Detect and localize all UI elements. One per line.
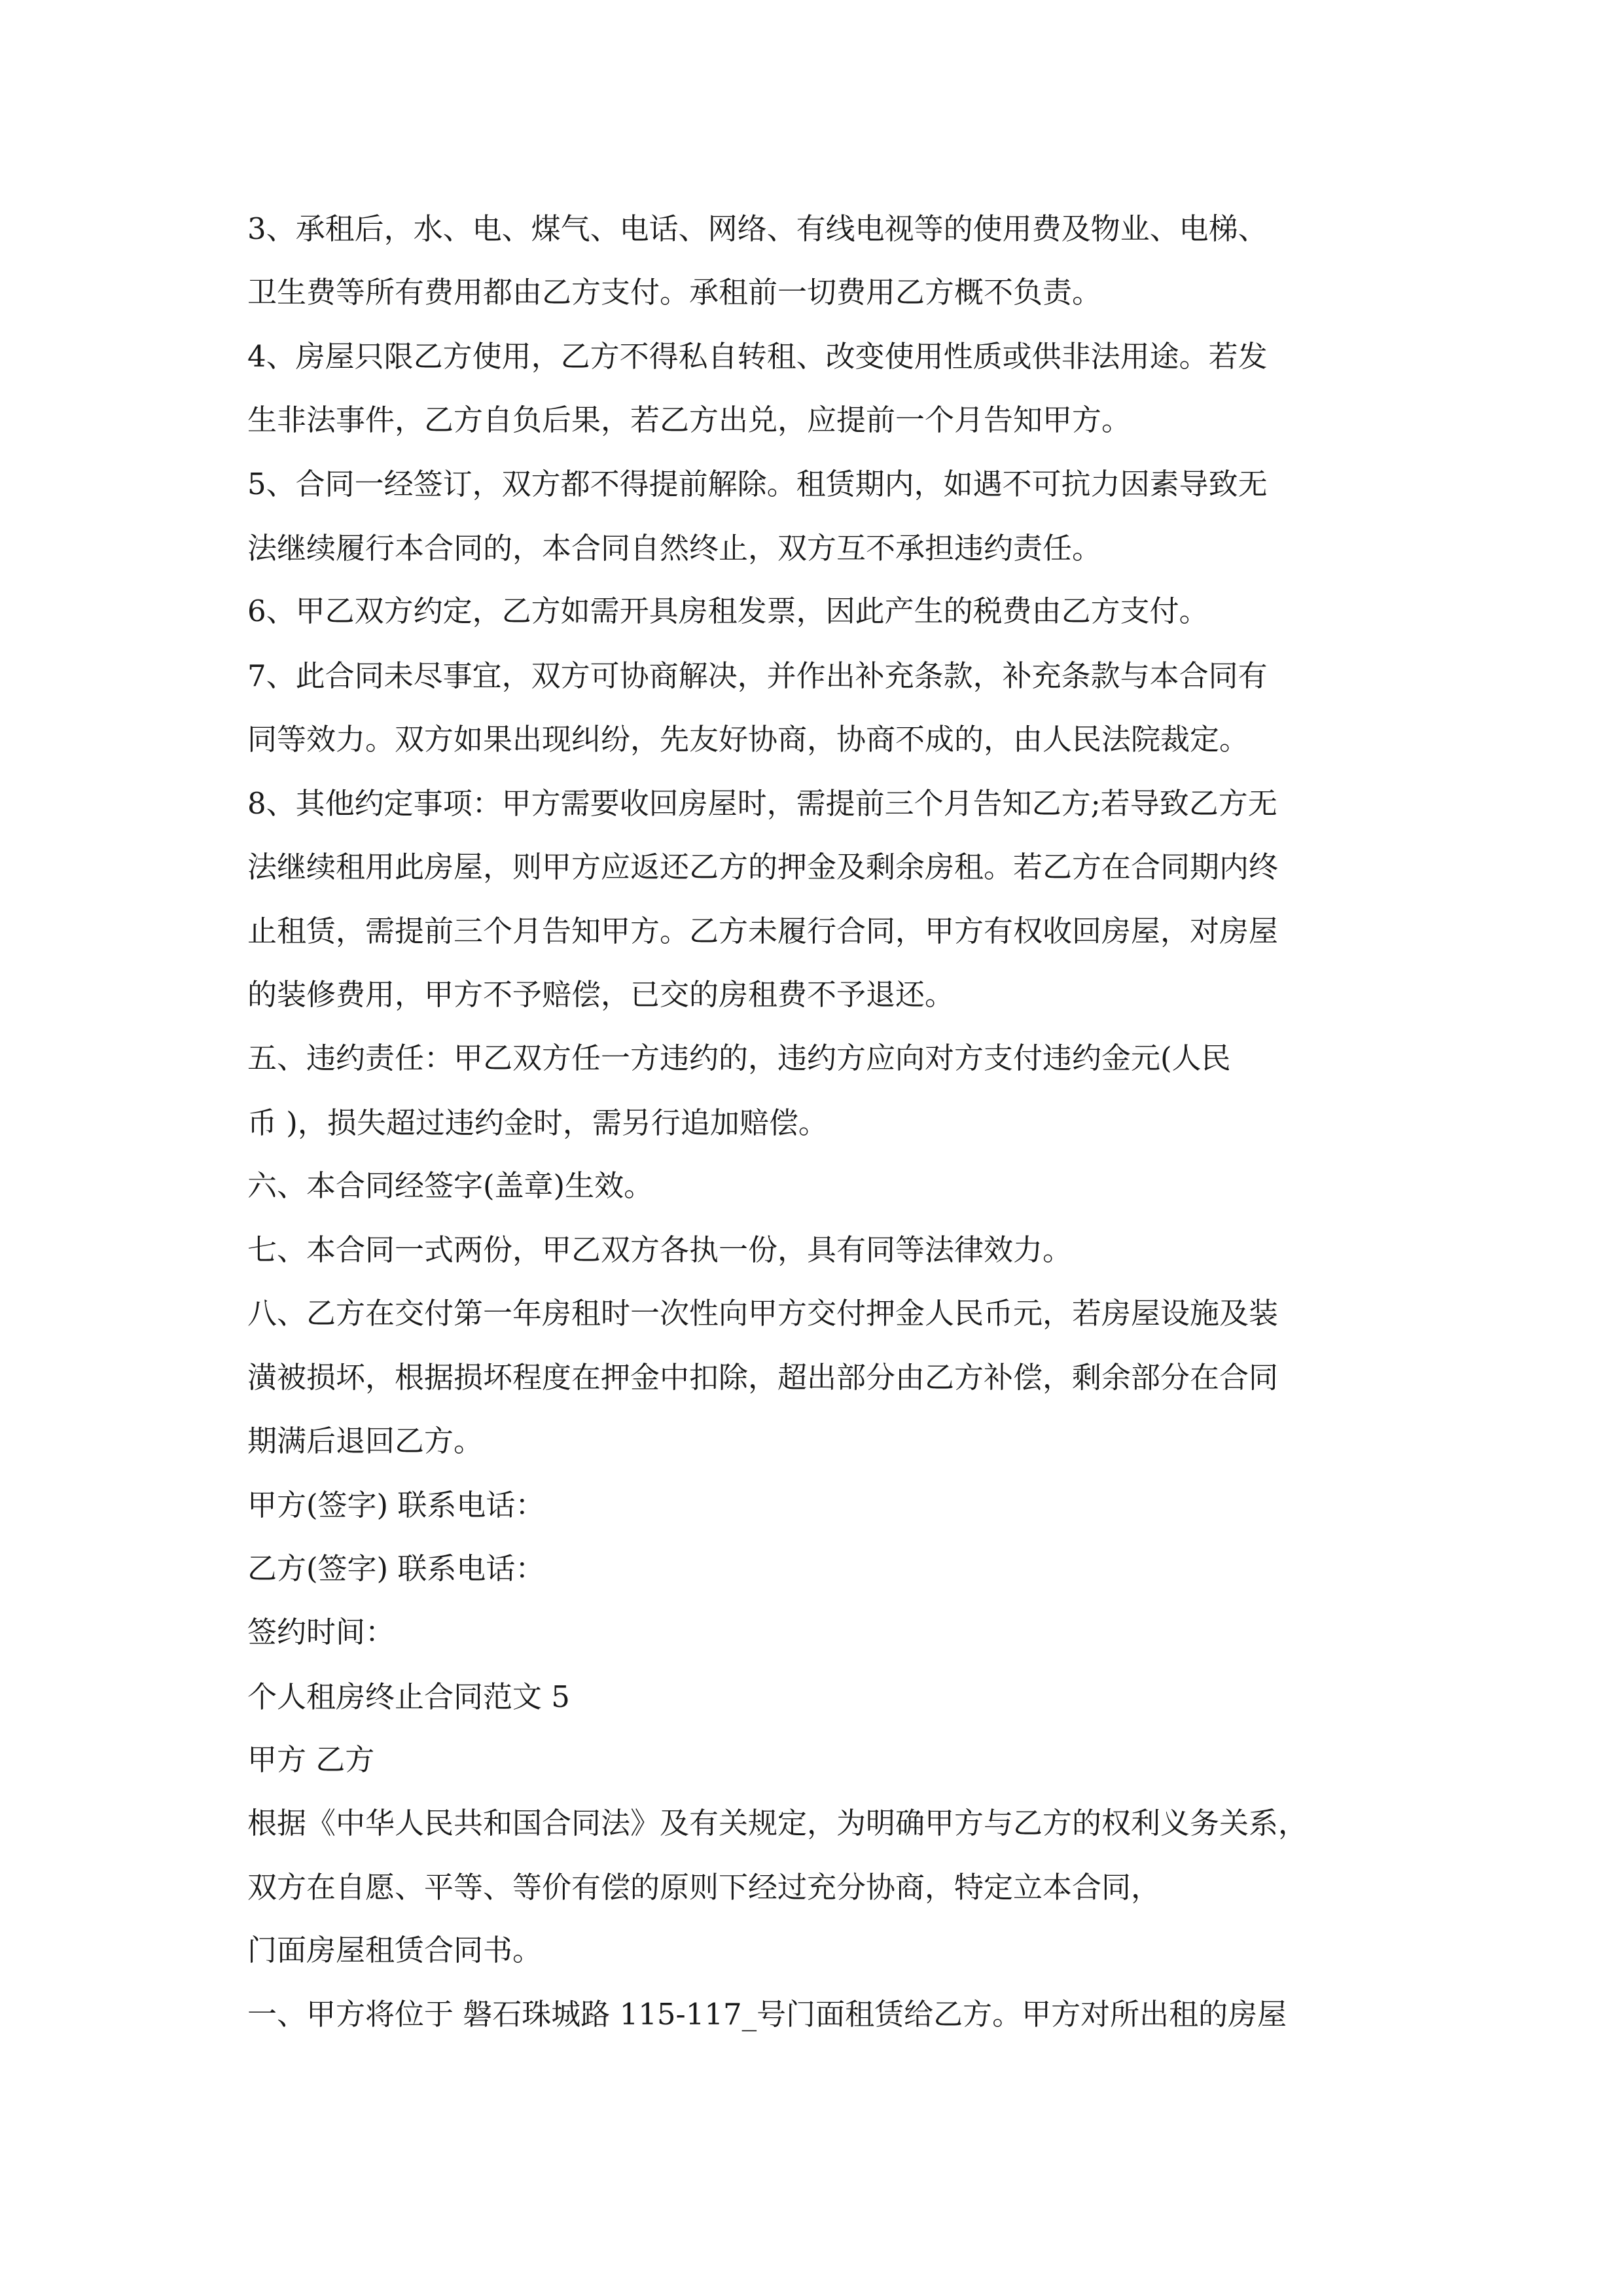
text-line: 4、房屋只限乙方使用，乙方不得私自转租、改变使用性质或供非法用途。若发 (247, 339, 1268, 374)
text-line: 个人租房终止合同范文 5 (247, 1679, 570, 1714)
text-line: 卫生费等所有费用都由乙方支付。承租前一切费用乙方概不负责。 (247, 275, 1102, 310)
text-line: 同等效力。双方如果出现纠纷，先友好协商，协商不成的，由人民法院裁定。 (247, 722, 1249, 757)
text-line: 的装修费用，甲方不予赔偿，已交的房租费不予退还。 (247, 977, 955, 1012)
text-line: 双方在自愿、平等、等价有偿的原则下经过充分协商，特定立本合同， (247, 1870, 1161, 1905)
text-line: 6、甲乙双方约定，乙方如需开具房租发票，因此产生的税费由乙方支付。 (247, 594, 1209, 628)
text-line: 7、此合同未尽事宜，双方可协商解决，并作出补充条款，补充条款与本合同有 (247, 658, 1268, 693)
text-line: 签约时间： (247, 1615, 395, 1649)
text-line: 期满后退回乙方。 (247, 1424, 484, 1458)
text-line: 币 )，损失超过违约金时，需另行追加赔偿。 (247, 1105, 828, 1140)
text-line: 法继续履行本合同的，本合同自然终止，双方互不承担违约责任。 (247, 531, 1102, 565)
text-line: 8、其他约定事项：甲方需要收回房屋时，需提前三个月告知乙方;若导致乙方无 (247, 786, 1277, 821)
text-line: 六、本合同经签字(盖章)生效。 (247, 1168, 654, 1203)
text-line: 门面房屋租赁合同书。 (247, 1933, 543, 1967)
text-line: 5、合同一经签订，双方都不得提前解除。租赁期内，如遇不可抗力因素导致无 (247, 467, 1268, 501)
text-line: 乙方(签字) 联系电话： (247, 1551, 545, 1586)
text-line: 五、违约责任：甲乙双方任一方违约的，违约方应向对方支付违约金元(人民 (247, 1041, 1231, 1075)
text-line: 一、甲方将位于 磐石珠城路 115-117_号门面租赁给乙方。甲方对所出租的房屋 (247, 1997, 1287, 2032)
text-line: 法继续租用此房屋，则甲方应返还乙方的押金及剩余房租。若乙方在合同期内终 (247, 850, 1279, 884)
text-line: 甲方 乙方 (247, 1742, 375, 1777)
text-line: 潢被损坏，根据损坏程度在押金中扣除，超出部分由乙方补偿，剩余部分在合同 (247, 1360, 1279, 1395)
text-line: 生非法事件，乙方自负后果，若乙方出兑，应提前一个月告知甲方。 (247, 403, 1132, 437)
text-line: 八、乙方在交付第一年房租时一次性向甲方交付押金人民币元，若房屋设施及装 (247, 1296, 1279, 1331)
text-line: 七、本合同一式两份，甲乙双方各执一份，具有同等法律效力。 (247, 1232, 1073, 1267)
text-line: 3、承租后，水、电、煤气、电话、网络、有线电视等的使用费及物业、电梯、 (247, 211, 1268, 246)
text-line: 甲方(签字) 联系电话： (247, 1488, 545, 1522)
text-line: 止租赁，需提前三个月告知甲方。乙方未履行合同，甲方有权收回房屋，对房屋 (247, 914, 1279, 948)
text-line: 根据《中华人民共和国合同法》及有关规定，为明确甲方与乙方的权利义务关系， (247, 1806, 1308, 1840)
